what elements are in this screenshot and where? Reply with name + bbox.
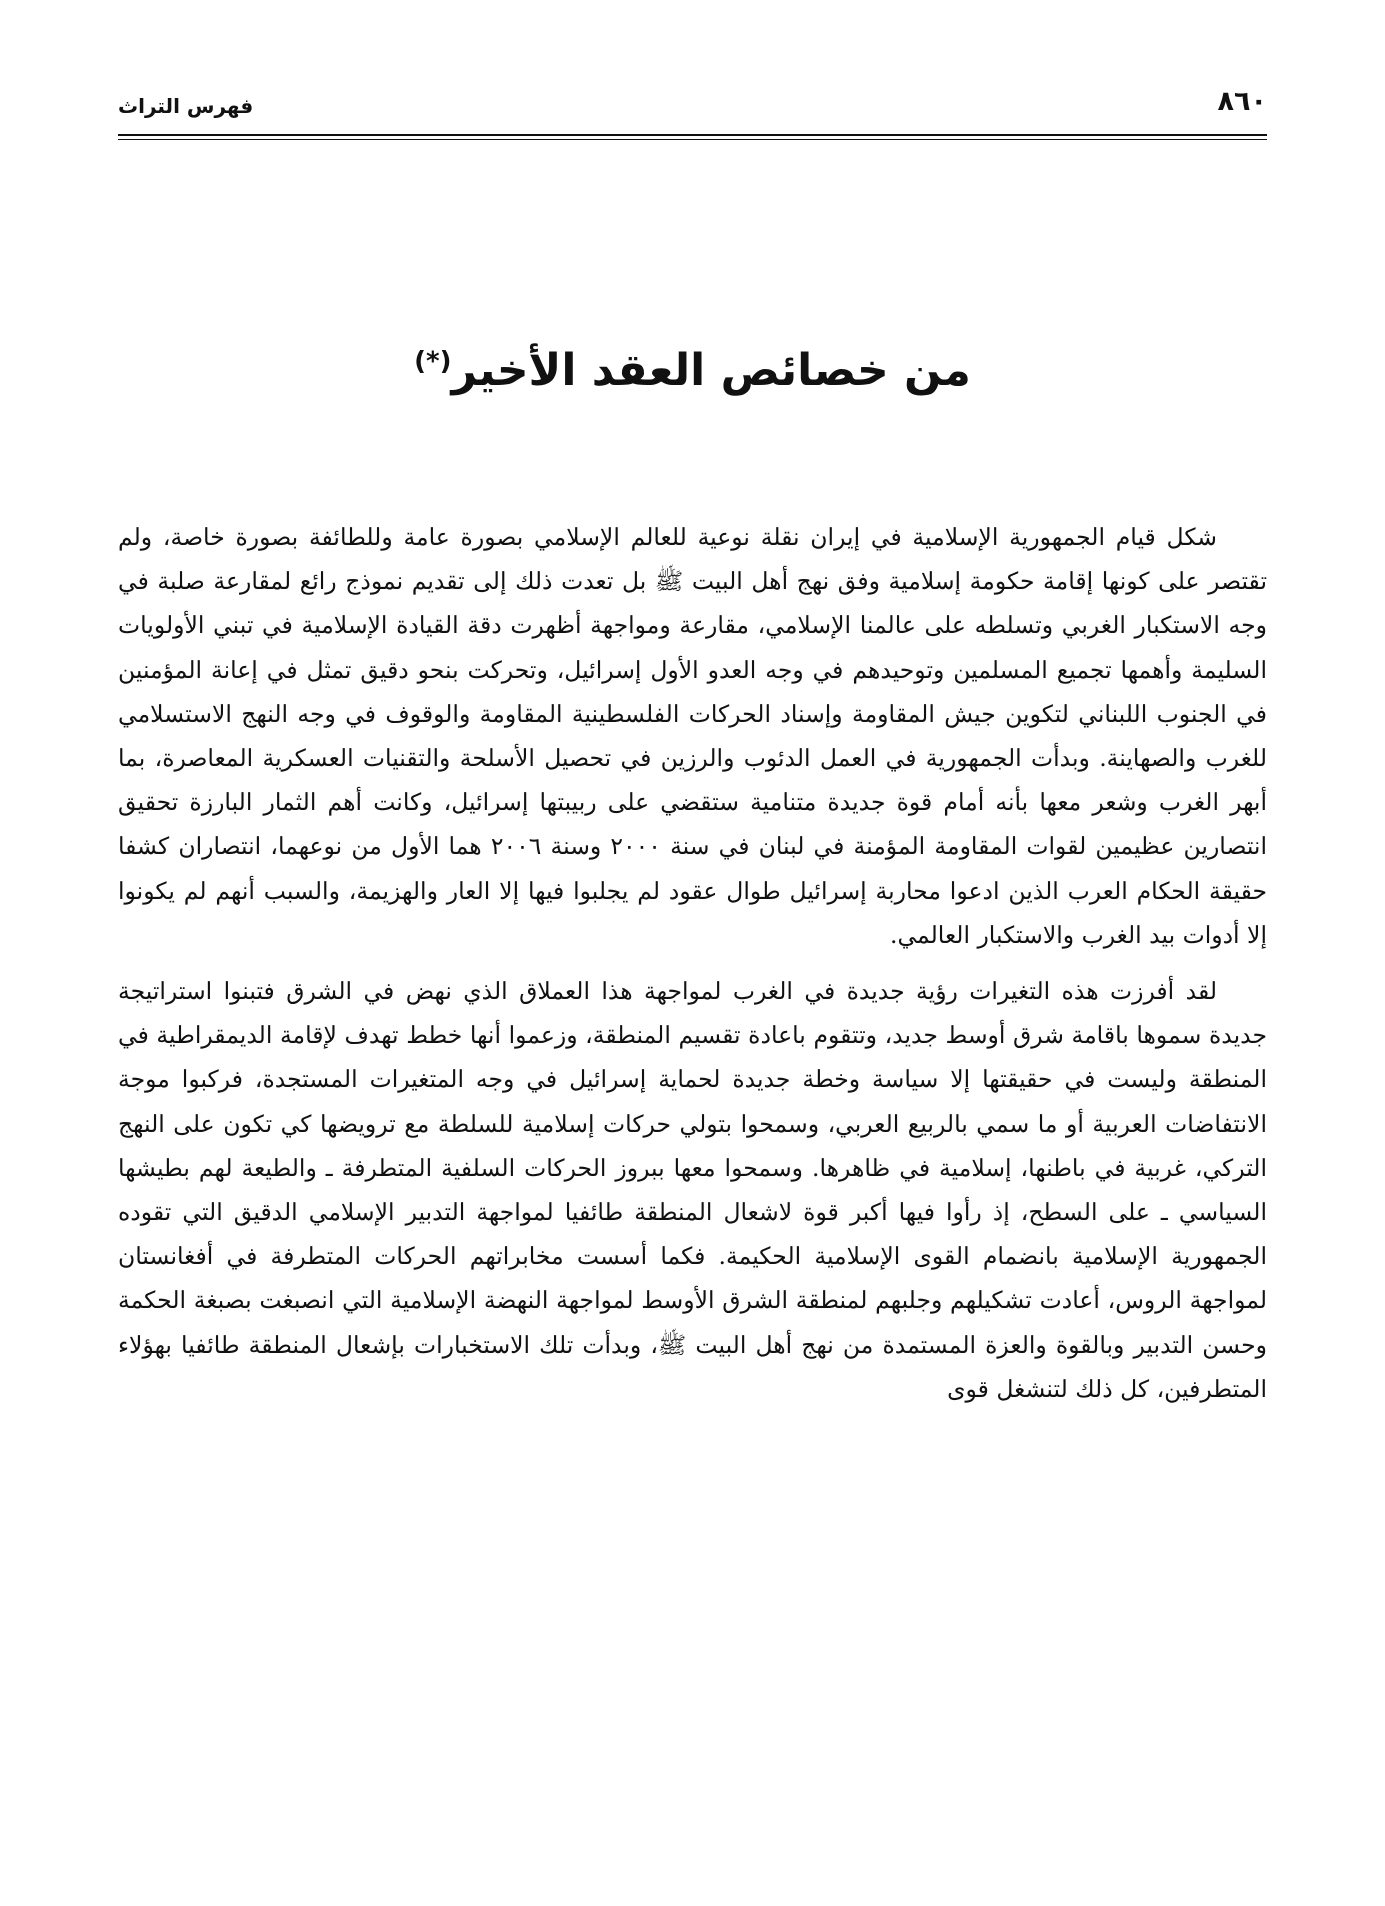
- article-title-text: من خصائص العقد الأخير: [451, 345, 971, 396]
- footnote-marker: (*): [414, 346, 452, 377]
- body-paragraph-2: لقد أفرزت هذه التغيرات رؤية جديدة في الغرب لمواجهة هذا العملاق الذي نهض في الشرق فتبنوا استراتيجة جديدة سموها باقامة شرق أوسط جديد، وتتقوم باعادة تقسيم المنطقة، وزعموا أنها خطط تهدف لإقامة الديمقراطية في المنطقة وليست في حقيقتها إلا سياسة وخطة جديدة لحماية إسرائيل في وجه المتغيرات المستجدة، فركبوا موجة الانتفاضات العربية أو ما سمي بالربيع العربي، وسمحوا بتولي حركات إسلامية للسلطة مع ترويضها كي تكون على النهج التركي، غربية في باطنها، إسلامية في ظاهرها. وسمحوا معها ببروز الحركات السلفية المتطرفة ـ والطيعة لهم بطيشها السياسي ـ على السطح، إذ رأوا فيها أكبر قوة لاشعال المنطقة طائفيا لمواجهة التدبير الإسلامي الدقيق التي تقوده الجمهورية الإسلامية بانضمام القوى الإسلامية الحكيمة. فكما أسست مخابراتهم الحركات المتطرفة في أفغانستان لمواجهة الروس، أعادت تشكيلهم وجلبهم لمنطقة الشرق الأوسط لمواجهة النهضة الإسلامية التي انصبغت بصبغة الحكمة وحسن التدبير وبالقوة والعزة المستمدة من نهج أهل البيت ﷺ، وبدأت تلك الاستخبارات بإشعال المنطقة طائفيا بهؤلاء المتطرفين، كل ذلك لتنشغل قوى: [118, 977, 1267, 1403]
- body-paragraph-1: شكل قيام الجمهورية الإسلامية في إيران نقلة نوعية للعالم الإسلامي بصورة عامة وللطائفة بصورة خاصة، ولم تقتصر على كونها إقامة حكومة إسلامية وفق نهج أهل البيت ﷺ بل تعدت ذلك إلى تقديم نموذج رائع لمقارعة صلبة في وجه الاستكبار الغربي وتسلطه على عالمنا الإسلامي، مقارعة ومواجهة أظهرت دقة القيادة الإسلامية في تبني الأولويات السليمة وأهمها تجميع المسلمين وتوحيدهم في وجه العدو الأول إسرائيل، وتحركت بنحو دقيق تمثل في إعانة المؤمنين في الجنوب اللبناني لتكوين جيش المقاومة وإسناد الحركات الفلسطينية المقاومة والوقوف في وجه النهج الاستسلامي للغرب والصهاينة. وبدأت الجمهورية في العمل الدئوب والرزين في تحصيل الأسلحة والتقنيات العسكرية المعاصرة، بما أبهر الغرب وشعر معها بأنه أمام قوة جديدة متنامية ستقضي على ربيبتها إسرائيل، وكانت أهم الثمار البارزة تحقيق انتصارين عظيمين لقوات المقاومة المؤمنة في لبنان في سنة ٢٠٠٠ وسنة ٢٠٠٦ هما الأول من نوعهما، انتصاران كشفا حقيقة الحكام العرب الذين ادعوا محاربة إسرائيل طوال عقود لم يجلبوا فيها إلا العار والهزيمة، والسبب أنهم لم يكونوا إلا أدوات بيد الغرب والاستكبار العالمي.: [118, 523, 1267, 949]
- page-number: ٨٦٠: [1217, 86, 1267, 117]
- article-title: [118, 345, 1267, 396]
- article-body: [118, 515, 1267, 1411]
- running-header-title: فهرس التراث: [118, 94, 254, 118]
- running-header: [118, 78, 1267, 128]
- header-rule-thick: [118, 134, 1267, 136]
- header-rule-thin: [118, 139, 1267, 140]
